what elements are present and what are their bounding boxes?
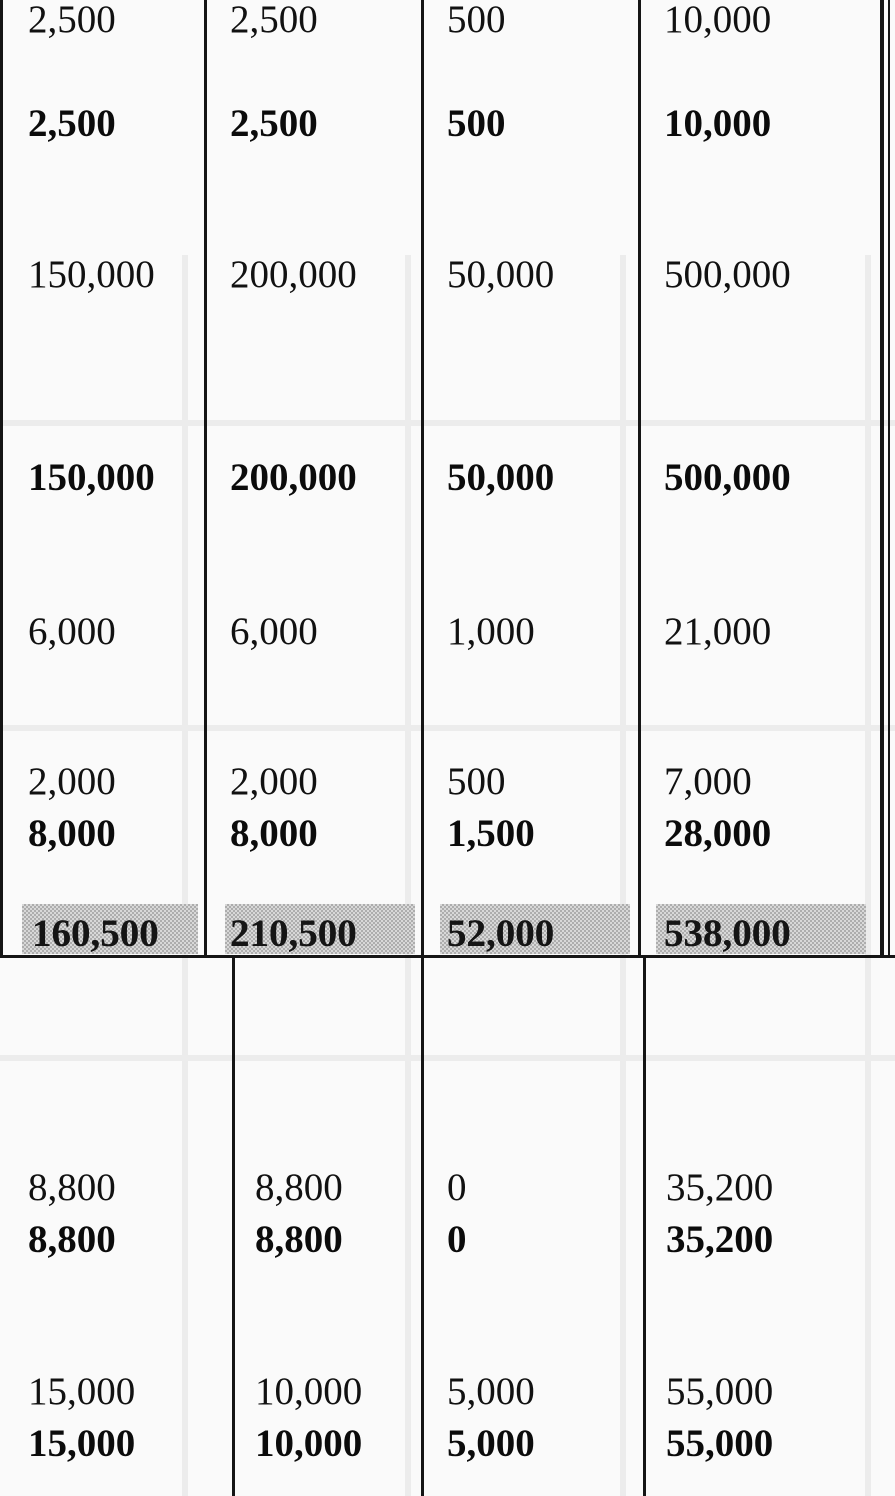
table-cell: 0 bbox=[447, 1166, 467, 1209]
table-cell: 150,000 bbox=[28, 456, 155, 499]
total-cell: 52,000 bbox=[447, 912, 555, 955]
table-cell: 8,800 bbox=[255, 1166, 343, 1209]
table-cell: 6,000 bbox=[28, 610, 116, 653]
table-cell: 200,000 bbox=[230, 456, 357, 499]
table-cell: 2,500 bbox=[28, 0, 116, 41]
table-cell: 10,000 bbox=[664, 0, 772, 41]
table-cell: 500 bbox=[447, 102, 506, 145]
table-cell: 500 bbox=[447, 0, 506, 41]
column-divider-2-bottom bbox=[421, 957, 424, 1496]
column-divider-3-top bbox=[638, 0, 641, 957]
table-cell: 10,000 bbox=[255, 1422, 363, 1465]
table-cell: 2,500 bbox=[230, 102, 318, 145]
total-cell: 538,000 bbox=[664, 912, 791, 955]
table-cell: 6,000 bbox=[230, 610, 318, 653]
show-through-table-lines bbox=[0, 255, 895, 1496]
table-cell: 10,000 bbox=[664, 102, 772, 145]
table-cell: 8,800 bbox=[255, 1218, 343, 1261]
table-cell: 35,200 bbox=[666, 1218, 774, 1261]
table-cell: 500 bbox=[447, 760, 506, 803]
table-cell: 200,000 bbox=[230, 253, 357, 296]
table-cell: 50,000 bbox=[447, 253, 555, 296]
table-cell: 28,000 bbox=[664, 812, 772, 855]
table-cell: 8,000 bbox=[28, 812, 116, 855]
table-cell: 55,000 bbox=[666, 1370, 774, 1413]
table-cell: 500,000 bbox=[664, 456, 791, 499]
table-cell: 7,000 bbox=[664, 760, 752, 803]
table-cell: 8,800 bbox=[28, 1218, 116, 1261]
table-cell: 2,000 bbox=[28, 760, 116, 803]
total-cell: 210,500 bbox=[230, 912, 357, 955]
table-cell: 10,000 bbox=[255, 1370, 363, 1413]
table-cell: 150,000 bbox=[28, 253, 155, 296]
column-divider-3-bottom bbox=[643, 957, 646, 1496]
table-cell: 2,000 bbox=[230, 760, 318, 803]
table-cell: 1,000 bbox=[447, 610, 535, 653]
table-cell: 15,000 bbox=[28, 1370, 136, 1413]
table-border-right-outer bbox=[880, 0, 884, 957]
total-cell: 160,500 bbox=[32, 912, 159, 955]
table-border-right-inner bbox=[888, 0, 890, 957]
table-cell: 21,000 bbox=[664, 610, 772, 653]
column-divider-2-top bbox=[421, 0, 424, 957]
table-cell: 2,500 bbox=[28, 102, 116, 145]
table-cell: 8,000 bbox=[230, 812, 318, 855]
table-cell: 15,000 bbox=[28, 1422, 136, 1465]
table-cell: 0 bbox=[447, 1218, 467, 1261]
column-divider-1-top bbox=[204, 0, 207, 957]
table-cell: 5,000 bbox=[447, 1422, 535, 1465]
table-cell: 8,800 bbox=[28, 1166, 116, 1209]
table-border-left-top bbox=[0, 0, 3, 957]
table-cell: 55,000 bbox=[666, 1422, 774, 1465]
table-cell: 500,000 bbox=[664, 253, 791, 296]
table-cell: 5,000 bbox=[447, 1370, 535, 1413]
section-divider bbox=[0, 955, 895, 958]
table-cell: 2,500 bbox=[230, 0, 318, 41]
table-cell: 50,000 bbox=[447, 456, 555, 499]
table-cell: 35,200 bbox=[666, 1166, 774, 1209]
column-divider-1-bottom bbox=[232, 957, 235, 1496]
table-cell: 1,500 bbox=[447, 812, 535, 855]
